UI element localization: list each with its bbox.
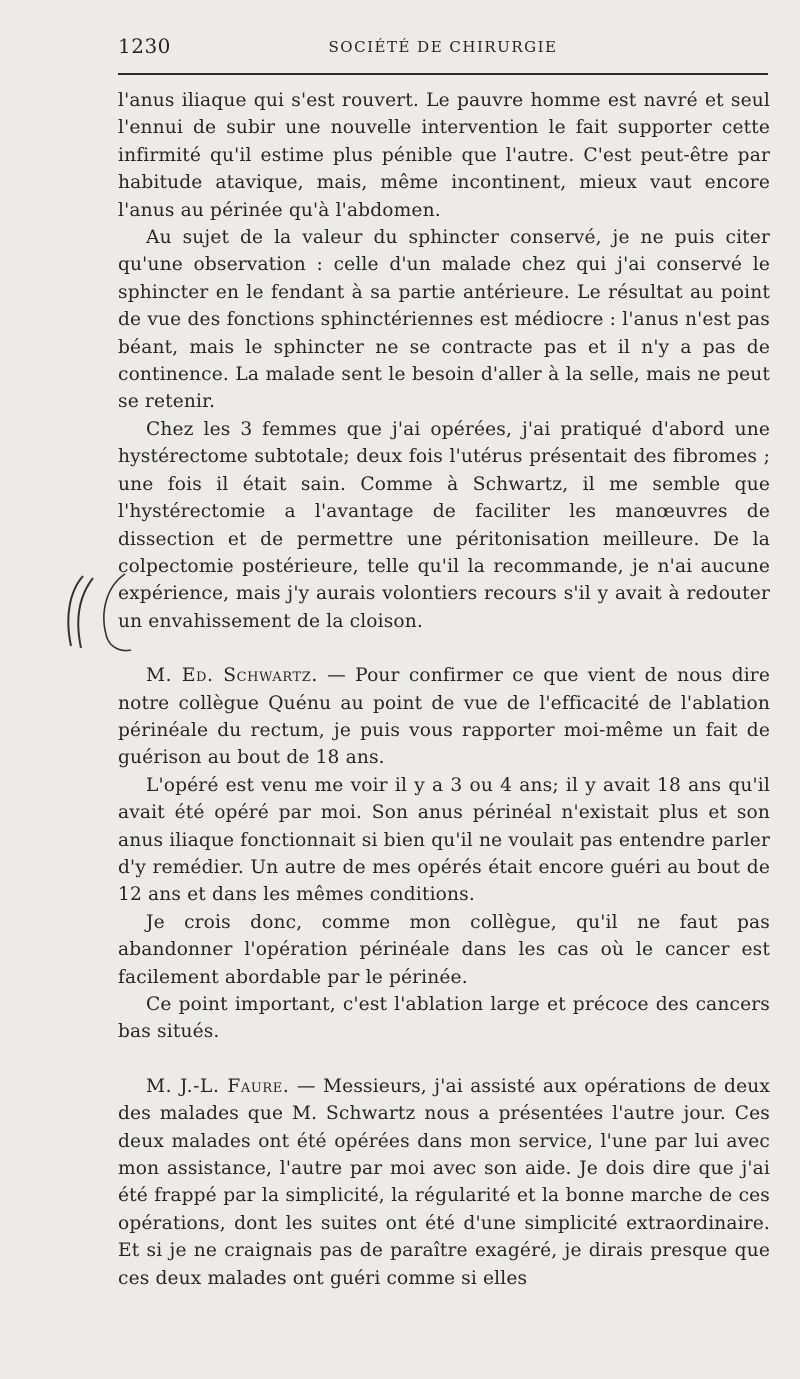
paragraph: l'anus iliaque qui s'est rouvert. Le pauvre homme est navré et seul l'ennui de subir une nouvelle intervention le fait supporter cette infirmité qu'il estime plus pénible que l'autre. C'est peut-être par habitude atavique, mais, même incontinent, mieux vaut encore l'anus au périnée qu'à l'abdomen. — [118, 90, 770, 221]
paragraph: Chez les 3 femmes que j'ai opérées, j'ai pratiqué d'abord une hystérectome subtotale; deux fois l'utérus présentait des fibromes ; une fois il était sain. Comme à Schwartz, il me semble que l'hystérectomie a l'avantage de faciliter les manœuvres de dissection et de permettre une péritonisation meilleure. De la colpectomie postérieure, telle qu'il la recommande, je n'ai aucune expérience, mais j'y aurais volontiers recours s'il y avait à redouter un envahissement de la cloison. — [118, 418, 770, 632]
paragraph: Je crois donc, comme mon collègue, qu'il ne faut pas abandonner l'opération périnéale dans les cas où le cancer est facilement abordable par le périnée. — [118, 911, 770, 988]
paragraph-text: — Pour confirmer ce que vient de nous dire notre collègue Quénu au point de vue de l'efficacité de l'ablation périnéale du rectum, je puis vous rapporter moi-même un fait de guérison au bout de 18 ans. — [118, 665, 770, 769]
paragraph: L'opéré est venu me voir il y a 3 ou 4 ans; il y avait 18 ans qu'il avait été opéré par moi. Son anus périnéal n'existait plus et son anus iliaque fonctionnait si bien qu'il ne voulait pas entendre parler d'y remédier. Un autre de mes opérés était encore guéri au bout de 12 ans et dans les mêmes conditions. — [118, 774, 770, 906]
paragraph-text: — Messieurs, j'ai assisté aux opérations de deux des malades que M. Schwartz nous a présentées l'autre jour. Ces deux malades ont été opérées dans mon service, l'une par lui avec mon assistance, l'autre par moi avec son aide. Je dois dire que j'ai été frappé par la simplicité, la régularité et la bonne marche de ces opérations, dont les suites ont été d'une simplicité extraordinaire. Et si je ne craignais pas de paraître exagéré, je dirais presque que ces deux malades ont guéri comme si elles — [118, 1075, 770, 1289]
body-text — [118, 87, 770, 1292]
paragraph-schwartz — [118, 662, 770, 772]
paragraph-faure — [118, 1073, 770, 1292]
handwritten-margin-mark — [55, 568, 135, 658]
page-number: 1230 — [118, 34, 171, 58]
running-head: SOCIÉTÉ DE CHIRURGIE — [328, 38, 558, 56]
speaker-name: M. J.-L. Faure. — [146, 1075, 290, 1097]
speaker-name: M. Ed. Schwartz. — [146, 665, 318, 687]
header-rule — [118, 73, 768, 75]
paragraph: Au sujet de la valeur du sphincter conservé, je ne puis citer qu'une observation : celle d'un malade chez qui j'ai conservé le sphincter en le fendant à sa partie antérieure. Le résultat au point de vue des fonctions sphinctériennes est médiocre : l'anus n'est pas béant, mais le sphincter ne se contracte pas et il n'y a pas de continence. La malade sent le besoin d'aller à la selle, mais ne peut se retenir. — [118, 227, 770, 413]
page-header — [118, 34, 768, 64]
paragraph: Ce point important, c'est l'ablation large et précoce des cancers bas situés. — [118, 994, 770, 1043]
